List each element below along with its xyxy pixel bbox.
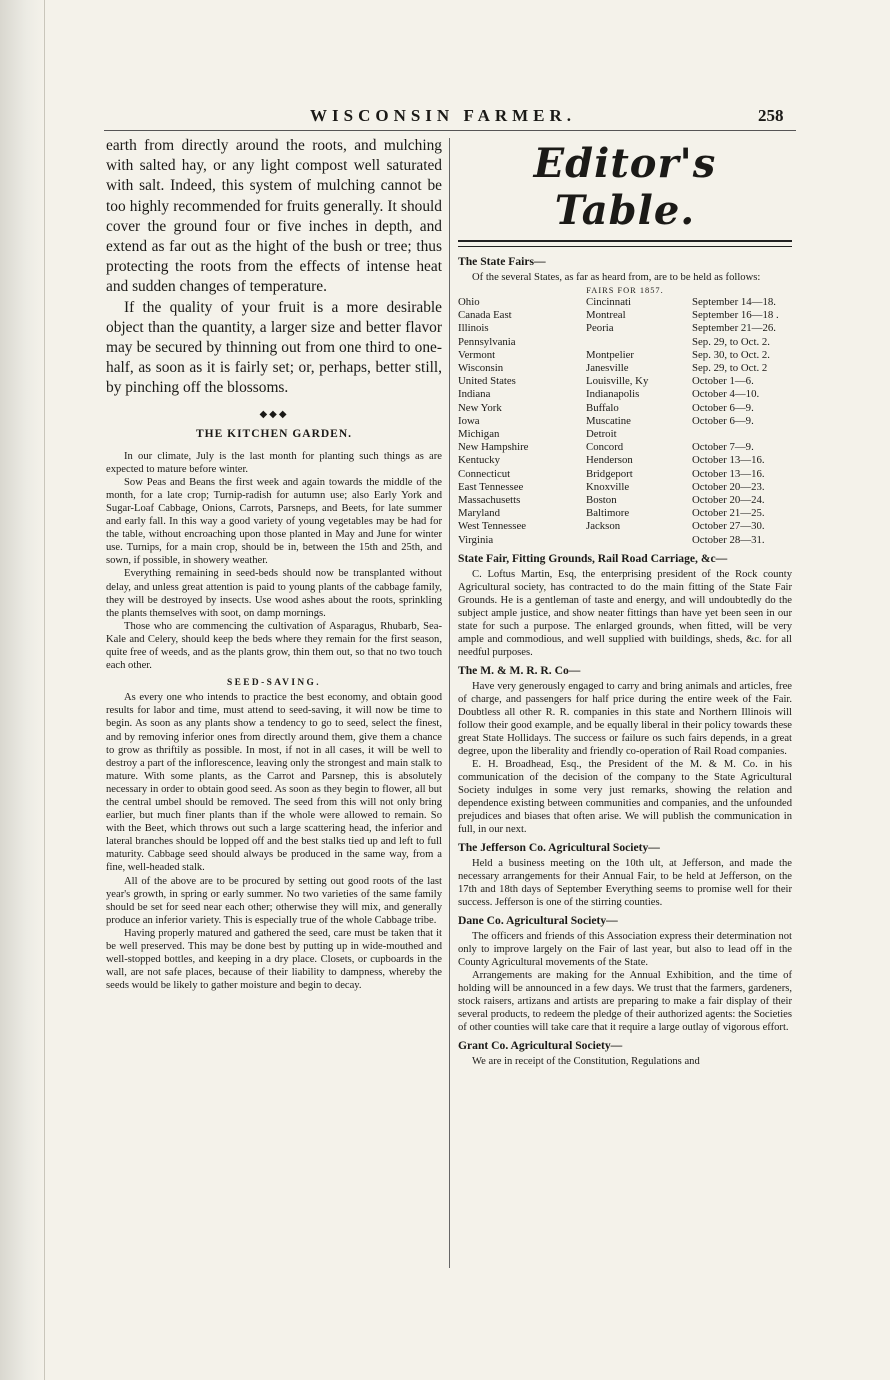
fair-state: Massachusetts xyxy=(458,494,521,507)
editors-table-title: Editor's Table. xyxy=(533,140,717,234)
fair-state: Canada East xyxy=(458,309,512,322)
section-head: The Jefferson Co. Agricultural Society— xyxy=(458,840,660,854)
fair-dates: October 6—9. xyxy=(692,414,754,427)
fair-dates: October 13—16. xyxy=(692,454,765,467)
fair-state: Connecticut xyxy=(458,467,511,480)
seed-paragraph-1: As every one who intends to practice the best economy, and obtain good results for labor and time, must attend to seed-saving, it will now be time to begin. As soon as any plants show a tendency to go to seed, select the finest, and by removing inferior ones from directly around them, give them a chance to grow as thriftily as possible. In most, if not in all cases, it will be well to destroy a part of the inflorescence, leaving only the strongest and main stalk to mature. With some plants, as the Carrot and Parsnep, this is absolutely necessary in order to obtain good seed. As soon as they begin to flower, all but the central umbel should be removed. The seed from this will not only bring earlier, but much finer plants than if the whole were allowed to remain. So with the Beet, which throws out such a large scattering head, the inferior and lateral branches should be lopped off and the best stalks tied up and left to full maturity. Cabbage seed should always be produced in the same way, from a fine, well-headed stalk. xyxy=(106,692,442,874)
fair-state: West Tennessee xyxy=(458,520,527,533)
fair-state: Ohio xyxy=(458,296,480,308)
fair-city: Bridgeport xyxy=(586,467,633,480)
section-paragraph: Held a business meeting on the 10th ult, at Jefferson, and made the necessary arrangements for their Annual Fair, to be held at Jefferson, on the 17th and 18th days of September Everything seems to promise well for their success. Jefferson is one of the stirring counties. xyxy=(458,857,792,908)
seed-saving-title: SEED-SAVING. xyxy=(226,678,321,689)
fair-state: Indiana xyxy=(458,388,491,401)
fair-dates: October 21—25. xyxy=(692,507,765,520)
fair-city: Detroit xyxy=(586,428,617,441)
fair-city: Montpelier xyxy=(586,348,634,361)
section-paragraph: E. H. Broadhead, Esq., the President of the M. & M. Co. in his communication of the decision of the company to the State Agricultural Society indulges in some very just remarks, showing the relation and dependence existing between communities and companies, and the unfounded prejudices and biases that often arise. We will publish the communication in full, in our next. xyxy=(458,758,792,835)
fair-state: Iowa xyxy=(458,414,480,427)
fair-row xyxy=(458,441,792,454)
fair-state: Maryland xyxy=(458,507,500,520)
fruit-paragraph-2: If the quality of your fruit is a more desirable object than the quantity, a larger size and better flavor may be secured by thinning out from one third to one-half, as soon as it is fairly set; or, perhaps, better still, by pinching off the blossoms. xyxy=(106,298,442,397)
fair-dates: October 28—31. xyxy=(692,533,765,546)
fair-dates: October 4—10. xyxy=(692,388,760,401)
fair-city: Knoxville xyxy=(586,480,630,493)
section-paragraph: We are in receipt of the Constitution, Regulations and xyxy=(472,1055,700,1067)
fair-city: Janesville xyxy=(586,362,629,375)
section-head: Grant Co. Agricultural Society— xyxy=(458,1038,623,1052)
fair-city: Louisville, Ky xyxy=(586,375,649,388)
section-paragraph: Arrangements are making for the Annual Exhibition, and the time of holding will be announced in a few days. We trust that the farmers, gardeners, stock raisers, artizans and artists are preparing to make a fair display of their several products, to redeem the pledge of their authorized agents: the Societies of other counties will take care that it require a large outlay of vigorous effort. xyxy=(458,969,792,1033)
title-rule xyxy=(458,240,792,247)
state-fairs-intro: Of the several States, as far as heard from, are to be held as follows: xyxy=(472,272,761,283)
left-column xyxy=(106,136,442,992)
fair-city: Cincinnati xyxy=(586,296,631,308)
fair-row xyxy=(458,388,792,401)
fair-state: Pennsylvania xyxy=(458,335,516,348)
fair-row xyxy=(458,428,792,441)
fair-row xyxy=(458,494,792,507)
fairs-table xyxy=(458,296,792,547)
header-rule xyxy=(104,130,796,131)
fair-state: New Hampshire xyxy=(458,441,529,454)
fair-city: Henderson xyxy=(586,454,633,467)
section-paragraph: C. Loftus Martin, Esq, the enterprising president of the Rock county Agricultural society, has contracted to do the main fitting of the State Fair Grounds. He is a gentleman of taste and energy, and will undoubtedly do the subject ample justice, and show neater fittings than have yet been seen in our state for such a purpose. The enlarged grounds, when fitted, will be very ample and commodious, and well supplied with buildings, sheds, &c. for all needful purposes. xyxy=(458,568,792,658)
fair-row xyxy=(458,468,792,481)
fair-city: Baltimore xyxy=(586,507,630,520)
fair-dates: September 14—18. xyxy=(692,296,776,308)
fair-city: Montreal xyxy=(586,309,626,322)
fair-row xyxy=(458,362,792,375)
fair-dates: October 6—9. xyxy=(692,401,754,414)
fair-dates: Sep. 29, to Oct. 2 xyxy=(692,362,768,375)
fair-city xyxy=(586,336,692,349)
running-title: WISCONSIN FARMER. xyxy=(310,106,577,125)
fair-dates: October 20—24. xyxy=(692,494,765,507)
fair-state: Illinois xyxy=(458,322,489,335)
garden-paragraph-2: Sow Peas and Beans the first week and again towards the middle of the month, for a late crop; Turnip-radish for autumn use; also Early York and Sugar-Loaf Cabbage, Onions, Carrots, Parsneps, and Beets, for late summer and early fall. In this way a good variety of young vegetables may be had for the table, without encroaching upon those planted in May and June for winter use. Turnips, for a main crop, should be in, between the 15th and 25th, and sown, if possible, in showery weather. xyxy=(106,476,442,567)
fair-dates xyxy=(692,428,792,441)
section-paragraph: Have very generously engaged to carry and bring animals and articles, free of charge, and passengers for half price during the entire week of the Fair. Doubtless all other R. R. companies in this state and Northern Illinois will follow their good example, and be equally liberal in their policy towards these great State Hollidays. The success or failure os such fairs depends, in a great degree, upon the liberality and friendly co-operation of Rail Road companies. xyxy=(458,680,792,757)
fair-state: Virginia xyxy=(458,533,494,546)
fair-row xyxy=(458,336,792,349)
garden-paragraph-4: Those who are commencing the cultivation of Asparagus, Rhubarb, Sea-Kale and Celery, should keep the beds where they remain for the first season, quite free of weeds, and as the plants grow, thin them out, so that no two touch each other. xyxy=(106,620,442,672)
page-gutter xyxy=(0,0,45,1380)
fair-city: Indianapolis xyxy=(586,388,640,401)
fair-state: Wisconsin xyxy=(458,362,504,375)
garden-paragraph-1: In our climate, July is the last month for planting such things as are expected to mature before winter. xyxy=(106,450,442,475)
fair-city: Muscatine xyxy=(586,414,631,427)
fair-row xyxy=(458,349,792,362)
fair-state: New York xyxy=(458,401,502,414)
seed-paragraph-3: Having properly matured and gathered the seed, care must be taken that it be well preserved. This may be done best by putting up in wide-mouthed and well-stopped bottles, and keeping in a dry place. Closets, or cupboards in the wall, are not safe places, because of their liability to dampness, whereby the seeds would be likely to gather moisture and begin to decay. xyxy=(106,927,442,992)
fair-row xyxy=(458,402,792,415)
fair-row xyxy=(458,520,792,533)
fair-city: Jackson xyxy=(586,520,621,533)
fair-dates: October 13—16. xyxy=(692,467,765,480)
section-ornament: ◆◆◆ xyxy=(259,408,289,420)
fair-dates: October 27—30. xyxy=(692,520,765,533)
editor-sections xyxy=(458,552,792,1068)
fair-city: Concord xyxy=(586,441,624,454)
fair-row xyxy=(458,454,792,467)
garden-paragraph-3: Everything remaining in seed-beds should now be transplanted without delay, and unless great attention is paid to young plants of the cabbage family, they will be destroyed by insects. Use wood ashes about the roots, sprinkling the plants themselves with soot, on damp mornings. xyxy=(106,568,442,619)
fair-dates: Sep. 30, to Oct. 2. xyxy=(692,348,770,361)
fair-row xyxy=(458,375,792,388)
right-column xyxy=(458,136,792,1068)
fair-row xyxy=(458,534,792,547)
fairs-caption: FAIRS FOR 1857. xyxy=(586,286,664,295)
fair-row xyxy=(458,481,792,494)
fair-city: Buffalo xyxy=(586,401,619,414)
fair-state: Vermont xyxy=(458,348,496,361)
state-fairs-head: The State Fairs— xyxy=(458,255,546,268)
section-head: State Fair, Fitting Grounds, Rail Road Carriage, &c— xyxy=(458,551,728,565)
page-number: 258 xyxy=(758,106,784,125)
fair-city xyxy=(586,534,692,547)
fair-row xyxy=(458,322,792,335)
kitchen-garden-title: THE KITCHEN GARDEN. xyxy=(195,427,353,440)
section-paragraph: The officers and friends of this Association express their determination not only to improve largely on the Fair of last year, but also to lead off in the County Agricultural movements of the State. xyxy=(458,930,792,968)
fair-row xyxy=(458,309,792,322)
fair-dates: Sep. 29, to Oct. 2. xyxy=(692,335,770,348)
fair-dates: October 7—9. xyxy=(692,441,754,454)
fair-dates: September 16—18 . xyxy=(692,309,779,322)
fair-city: Peoria xyxy=(586,322,614,335)
fair-row xyxy=(458,296,792,309)
seed-paragraph-2: All of the above are to be procured by setting out good roots of the last year's growth, in spring or early summer. No two varieties of the same family should be set for seed near each other; otherwise they will mix, and generally produce an inferior variety. This is especially true of the whole Cabbage tribe. xyxy=(106,875,442,926)
fair-state: East Tennessee xyxy=(458,480,524,493)
fair-dates: September 21—26. xyxy=(692,322,776,335)
fair-row xyxy=(458,507,792,520)
fair-dates: October 20—23. xyxy=(692,480,765,493)
column-divider xyxy=(449,138,450,1268)
fair-state: Kentucky xyxy=(458,454,500,467)
fruit-paragraph-1: earth from directly around the roots, and mulching with salted hay, or any light compost well saturated with salt. Indeed, this system of mulching cannot be too highly recommended for fruits generally. It should cover the ground four or five inches in depth, and extend as far out as the hight of the bush or tree; thus protecting the roots from the effects of intense heat and sudden changes of temperature. xyxy=(106,137,442,296)
section-head: Dane Co. Agricultural Society— xyxy=(458,913,618,927)
fair-dates: October 1—6. xyxy=(692,375,754,388)
section-head: The M. & M. R. R. Co— xyxy=(458,663,581,677)
fair-state: United States xyxy=(458,375,516,388)
fair-city: Boston xyxy=(586,494,617,507)
fair-row xyxy=(458,415,792,428)
fair-state: Michigan xyxy=(458,428,500,441)
